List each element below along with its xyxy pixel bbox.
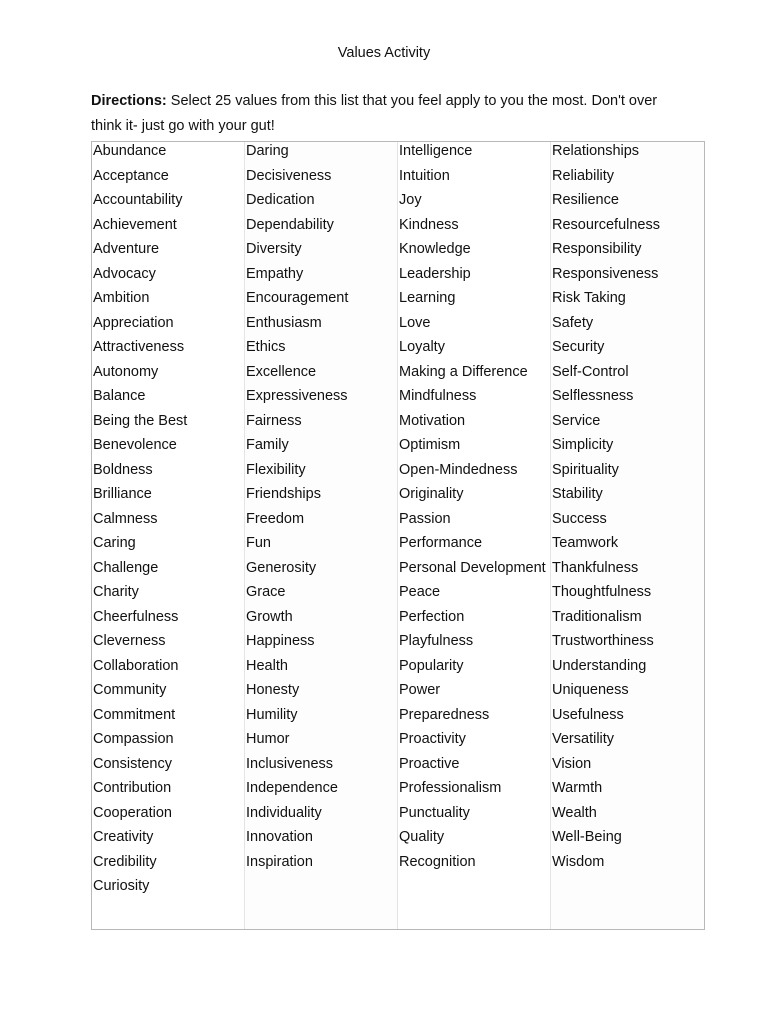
value-item: Brilliance [93,486,152,502]
value-item: Passion [399,510,451,527]
value-item: Abundance [93,143,167,159]
value-item: Inspiration [246,853,313,870]
value-item: Acceptance [93,167,169,184]
value-item: Being the Best [93,412,188,429]
value-item: Love [399,314,431,331]
value-item: Accountability [93,192,183,208]
value-item: Professionalism [399,780,502,796]
value-item: Independence [246,780,338,796]
value-item: Caring [93,535,136,551]
value-item: Leadership [399,265,471,282]
value-item: Popularity [399,657,464,674]
value-item: Humility [246,706,298,723]
value-item: Thoughtfulness [552,584,652,600]
value-item: Punctuality [399,804,470,821]
value-item: Spirituality [552,461,619,478]
value-item: Fun [246,535,271,551]
value-item: Joy [399,192,422,208]
value-item: Optimism [399,437,461,453]
value-item: Originality [399,486,464,502]
value-item: Vision [552,755,592,772]
value-item: Empathy [246,265,304,282]
value-item: Collaboration [93,657,179,674]
value-item: Challenge [93,559,159,576]
value-item: Calmness [93,510,158,527]
values-column-3 [398,142,551,929]
value-item: Teamwork [552,535,619,551]
value-item: Innovation [246,829,313,845]
value-item: Flexibility [246,461,306,478]
values-column-2 [245,142,398,929]
value-item: Expressiveness [246,388,348,404]
value-item: Humor [246,731,290,747]
value-item: Loyalty [399,339,445,355]
value-item: Generosity [246,559,317,576]
value-item: Open-Mindedness [399,461,518,478]
value-item: Daring [246,143,289,159]
value-item: Power [399,682,441,698]
value-item: Dependability [246,216,334,233]
value-item: Benevolence [93,437,177,453]
value-item: Responsibility [552,241,642,257]
directions-text: Select 25 values from this list that you feel apply to you the most. Don't over think it- just go with your gut! [91,93,658,134]
value-item: Contribution [93,780,172,796]
value-item: Charity [93,584,139,600]
value-item: Appreciation [93,314,174,331]
value-item: Kindness [399,216,459,233]
value-item: Compassion [93,731,174,747]
directions-paragraph [91,89,691,138]
value-item: Performance [399,535,483,551]
value-item: Well-Being [552,829,622,845]
value-item: Risk Taking [552,290,626,306]
value-item: Wealth [552,804,597,821]
value-item: Intelligence [399,143,473,159]
value-item: Playfulness [399,633,474,649]
value-item: Autonomy [93,363,159,380]
value-item: Uniqueness [552,682,629,698]
value-item: Honesty [246,682,300,698]
value-item: Thankfulness [552,559,639,576]
page-title: Values Activity [337,45,431,61]
value-item: Learning [399,290,456,306]
value-item: Trustworthiness [552,633,654,649]
value-item: Adventure [93,241,160,257]
value-item: Excellence [246,363,317,380]
value-item: Encouragement [246,290,349,306]
value-item: Resilience [552,192,619,208]
value-item: Knowledge [399,241,471,257]
value-item: Curiosity [93,878,150,894]
value-item: Diversity [246,241,302,257]
value-item: Traditionalism [552,608,642,625]
value-item: Peace [399,584,441,600]
value-item: Responsiveness [552,265,659,282]
values-column-1 [92,142,245,929]
value-item: Grace [246,584,286,600]
value-item: Resourcefulness [552,216,660,233]
value-item: Wisdom [552,853,605,870]
value-item: Relationships [552,143,640,159]
value-item: Boldness [93,461,153,478]
value-item: Warmth [552,780,603,796]
values-column-4 [551,142,704,929]
value-item: Quality [399,829,445,845]
value-item: Making a Difference [399,363,528,380]
value-item: Health [246,657,288,674]
value-item: Motivation [399,412,466,429]
value-item: Community [93,682,167,698]
value-item: Mindfulness [399,388,477,404]
value-item: Ethics [246,339,286,355]
value-item: Balance [93,388,146,404]
value-item: Consistency [93,755,172,772]
value-item: Personal Development [399,559,546,576]
value-item: Advocacy [93,265,156,282]
value-item: Safety [552,314,594,331]
value-item: Friendships [246,486,321,502]
value-item: Proactive [399,755,460,772]
value-item: Attractiveness [93,339,185,355]
value-item: Stability [552,486,603,502]
value-item: Freedom [246,510,305,527]
value-item: Cleverness [93,633,166,649]
value-item: Security [552,339,605,355]
value-item: Happiness [246,633,315,649]
value-item: Credibility [93,853,157,870]
value-item: Service [552,412,601,429]
value-item: Reliability [552,167,615,184]
value-item: Dedication [246,192,315,208]
value-item: Simplicity [552,437,614,453]
value-item: Achievement [93,216,177,233]
values-table [91,141,705,930]
value-item: Individuality [246,804,322,821]
value-item: Understanding [552,657,647,674]
value-item: Enthusiasm [246,314,322,331]
value-item: Decisiveness [246,167,332,184]
value-item: Self-Control [552,363,629,380]
value-item: Recognition [399,853,476,870]
value-item: Usefulness [552,706,624,723]
value-item: Versatility [552,731,615,747]
value-item: Fairness [246,412,302,429]
value-item: Creativity [93,829,154,845]
value-item: Cheerfulness [93,608,179,625]
value-item: Commitment [93,706,176,723]
value-item: Proactivity [399,731,466,747]
directions-label: Directions: [91,93,167,109]
value-item: Selflessness [552,388,634,404]
value-item: Success [552,510,607,527]
value-item: Preparedness [399,706,490,723]
value-item: Cooperation [93,804,172,821]
value-item: Family [246,437,289,453]
value-item: Perfection [399,608,465,625]
value-item: Growth [246,608,293,625]
value-item: Intuition [399,167,450,184]
value-item: Inclusiveness [246,755,334,772]
value-item: Ambition [93,290,150,306]
